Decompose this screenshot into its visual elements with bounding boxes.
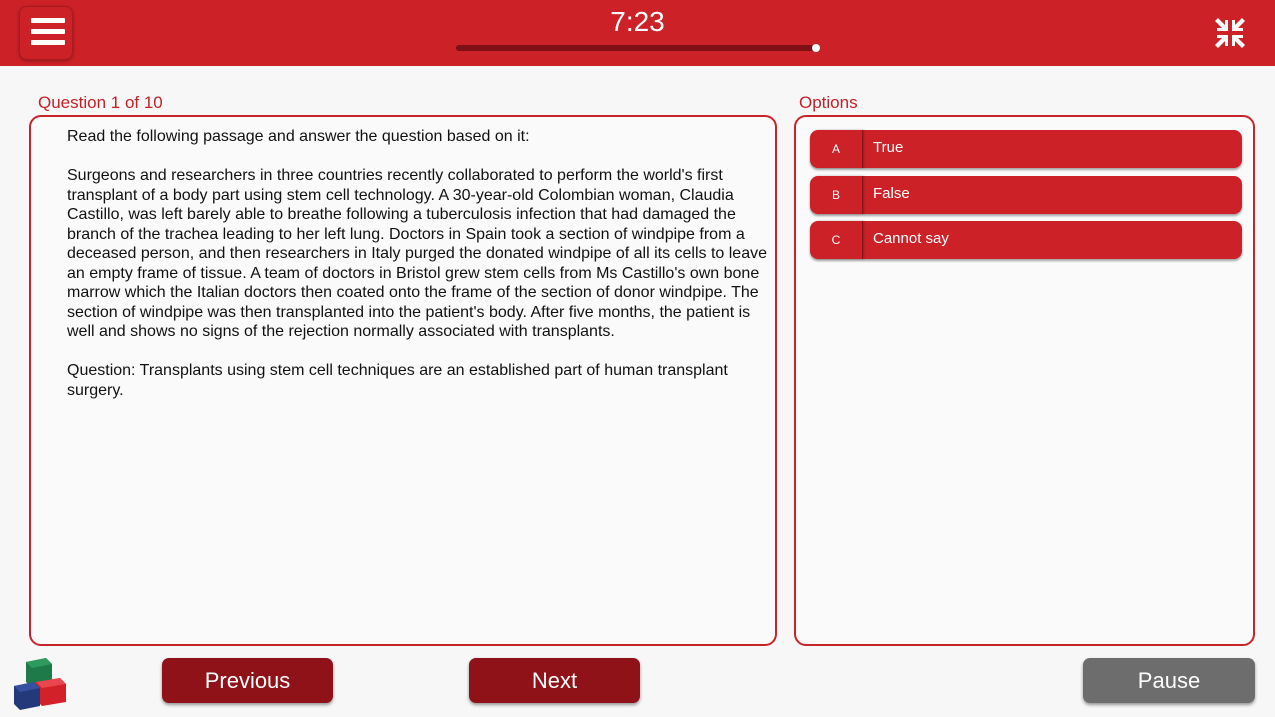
option-a[interactable] xyxy=(810,130,1242,168)
option-letter: A xyxy=(810,130,863,168)
cubes-logo-icon xyxy=(12,656,68,710)
option-label: False xyxy=(873,185,910,202)
option-label: Cannot say xyxy=(873,230,949,247)
passage-text: Surgeons and researchers in three countries recently collaborated to perform the world's first transplant of a body part using stem cell technology. A 30-year-old Colombian woman, Claudia Castillo, was left barely able to breathe following a tuberculosis infection that had damaged the branch of the trachea leading to her left lung. Doctors in Spain took a section of windpipe from a deceased person, and then researchers in Italy purged the donated windpipe of all its cells to leave an empty frame of tissue. A team of doctors in Bristol grew stem cells from Ms Castillo's own bone marrow which the Italian doctors then coated onto the frame of the section of donor windpipe. The section of windpipe was then transplanted into the patient's body. After five months, the patient is well and shows no signs of the rejection normally associated with transplants. xyxy=(67,167,767,340)
option-c[interactable] xyxy=(810,221,1242,259)
options-panel xyxy=(794,115,1255,646)
option-letter: C xyxy=(810,221,863,259)
timer-progress-fill xyxy=(456,45,816,51)
timer-progress-bar xyxy=(456,45,820,51)
passage xyxy=(67,127,767,420)
timer-progress-knob xyxy=(812,44,820,52)
exit-fullscreen-icon[interactable] xyxy=(1213,16,1247,50)
question-counter: Question 1 of 10 xyxy=(38,93,163,112)
instruction-text: Read the following passage and answer the question based on it: xyxy=(67,128,530,145)
previous-button[interactable]: Previous xyxy=(162,658,333,703)
next-button[interactable]: Next xyxy=(469,658,640,703)
question-panel xyxy=(29,115,777,646)
timer: 7:23 xyxy=(610,6,665,37)
options-heading: Options xyxy=(799,93,858,112)
option-letter: B xyxy=(810,176,863,214)
hamburger-icon-bar xyxy=(31,40,65,45)
option-b[interactable] xyxy=(810,176,1242,214)
option-label: True xyxy=(873,139,904,156)
top-bar xyxy=(0,0,1275,66)
pause-button[interactable]: Pause xyxy=(1083,658,1255,703)
question-text: Question: Transplants using stem cell techniques are an established part of human transplant surgery. xyxy=(67,362,728,399)
